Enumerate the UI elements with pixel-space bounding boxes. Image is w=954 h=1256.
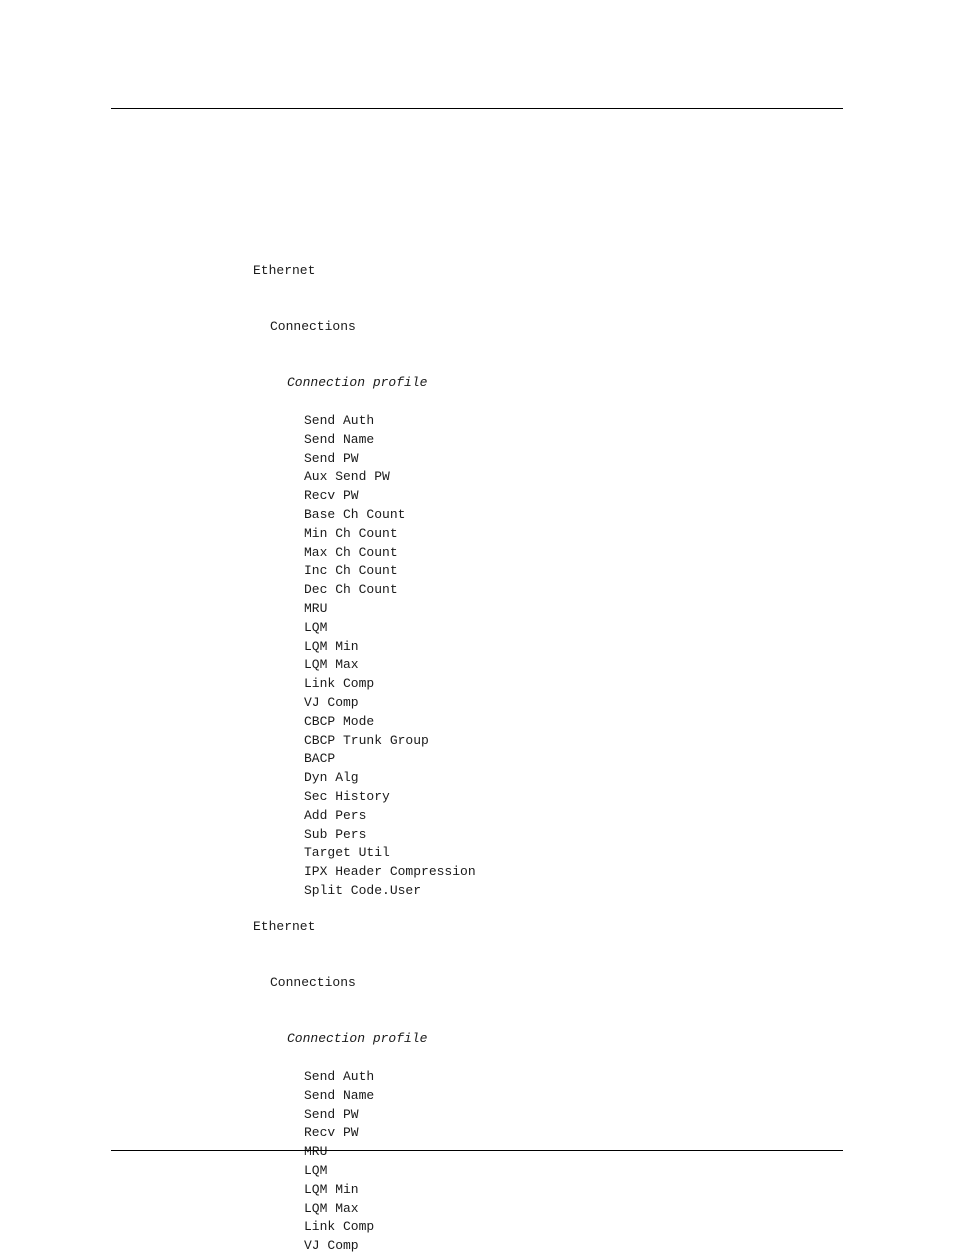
parameter-item: Max Ch Count xyxy=(304,544,398,560)
menu-connections: Connections xyxy=(270,318,356,334)
profile-name: Connection profile xyxy=(287,375,428,391)
parameter-item: IPX Header Compression xyxy=(304,864,476,880)
parameter-item: Recv PW xyxy=(304,488,359,504)
menu-root: Ethernet xyxy=(253,918,316,934)
parameter-item: LQM xyxy=(304,619,328,635)
profile-name: Connection profile xyxy=(287,1031,428,1047)
parameter-item: Aux Send PW xyxy=(304,469,390,485)
parameter-item: VJ Comp xyxy=(304,1238,359,1254)
parameter-item: LQM xyxy=(304,1162,328,1178)
parameter-item: Dyn Alg xyxy=(304,770,359,786)
parameter-item: BACP xyxy=(304,751,336,767)
parameter-item: Send Auth xyxy=(304,1068,375,1084)
parameter-item: Base Ch Count xyxy=(304,506,406,522)
parameter-item: Target Util xyxy=(304,845,390,861)
parameter-item: Sub Pers xyxy=(304,826,367,842)
parameter-item: Min Ch Count xyxy=(304,525,398,541)
parameter-item: LQM Max xyxy=(304,657,359,673)
parameter-item: LQM Min xyxy=(304,638,359,654)
parameter-item: Recv PW xyxy=(304,1125,359,1141)
parameter-item: MRU xyxy=(304,1144,328,1160)
parameter-item: Link Comp xyxy=(304,1219,375,1235)
parameter-item: VJ Comp xyxy=(304,694,359,710)
parameter-item: Link Comp xyxy=(304,676,375,692)
parameter-item: Send PW xyxy=(304,1106,359,1122)
parameter-item: Dec Ch Count xyxy=(304,582,398,598)
parameter-item: Sec History xyxy=(304,788,390,804)
header-rule xyxy=(111,108,843,109)
parameter-item: CBCP Trunk Group xyxy=(304,732,429,748)
parameter-item: Send Name xyxy=(304,431,375,447)
parameter-item: Send Name xyxy=(304,1087,375,1103)
footer-rule xyxy=(111,1150,843,1151)
parameter-listing xyxy=(253,880,427,1256)
parameter-item: Inc Ch Count xyxy=(304,563,398,579)
parameter-item: Add Pers xyxy=(304,807,367,823)
parameter-listing xyxy=(253,224,476,901)
parameter-item: LQM Min xyxy=(304,1181,359,1197)
parameter-item: MRU xyxy=(304,600,328,616)
menu-root: Ethernet xyxy=(253,262,316,278)
parameter-item: Split Code.User xyxy=(304,882,422,898)
parameter-item: Send Auth xyxy=(304,412,375,428)
parameter-item: LQM Max xyxy=(304,1200,359,1216)
parameter-item: Send PW xyxy=(304,450,359,466)
parameter-item: CBCP Mode xyxy=(304,713,375,729)
menu-connections: Connections xyxy=(270,974,356,990)
